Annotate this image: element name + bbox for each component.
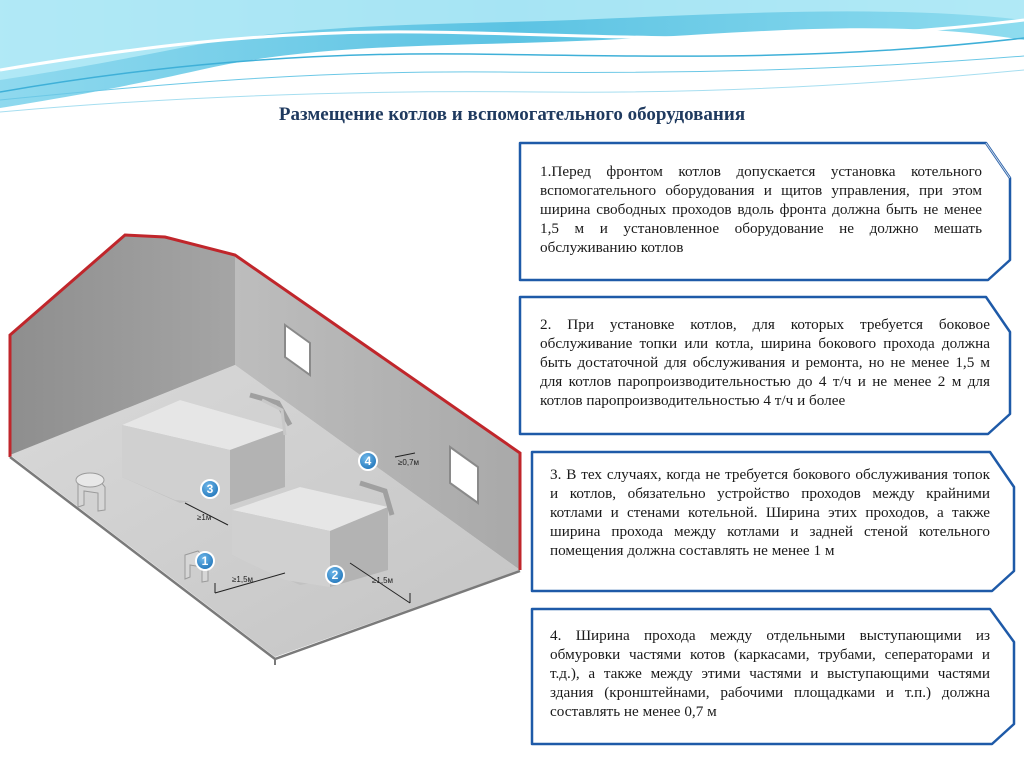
callout-3 (528, 449, 1018, 597)
dim-label-1: ≥1,5м (232, 575, 254, 584)
callout-2-text: 2. При установке котлов, для которых требуется боковое обслуживание топки или котла, ширина бокового прохода должна быть достаточной для обслуживания и ремонта, но не менее 1,5 м для котлов паропроизводительностью до 4 т/ч и не менее 2 м для котлов паропроизводительностью 4 т/ч и более (540, 316, 990, 409)
callout-2 (516, 294, 1014, 440)
callout-1 (516, 140, 1014, 285)
page-title: Размещение котлов и вспомогательного оборудования (278, 104, 746, 125)
svg-text:2: 2 (331, 568, 339, 582)
dim-label-3: ≥1м (197, 513, 212, 522)
callout-4-text: 4. Ширина прохода между отдельными выступающими из обмуровки частями котов (каркасами, трубами, сеператорами и т.д.), а также между этими частями и выступающими частями здания (кронштейнами, рабочими площадками и т.п.) должна составлять не менее 0,7 м (550, 627, 990, 720)
badge-2 (326, 566, 344, 584)
svg-text:4: 4 (364, 454, 372, 468)
svg-text:3: 3 (206, 482, 214, 496)
callout-3-text: 3. В тех случаях, когда не требуется бокового обслуживания топок и котлов, обязательно устройство проходов между крайними котлами и стенами котельной. Ширина этих проходов, а также ширина прохода между котлами и задней стеной котельного помещения должна составлять не менее 1 м (550, 466, 990, 559)
callout-4 (528, 606, 1018, 748)
dim-label-2: ≥1,5м (372, 576, 394, 585)
badge-1 (196, 552, 214, 570)
dim-label-4: ≥0,7м (398, 458, 420, 467)
callout-1-text: 1.Перед фронтом котлов допускается установка котельного вспомогательного оборудования и щитов управления, при этом ширина свободных проходов вдоль фронта должна быть не менее 1,5 м и установленное оборудование не должно мешать обслуживанию котлов (540, 163, 982, 256)
badge-4 (359, 452, 377, 470)
boiler-room-diagram (0, 225, 530, 665)
svg-text:1: 1 (201, 554, 209, 568)
badge-3 (201, 480, 219, 498)
